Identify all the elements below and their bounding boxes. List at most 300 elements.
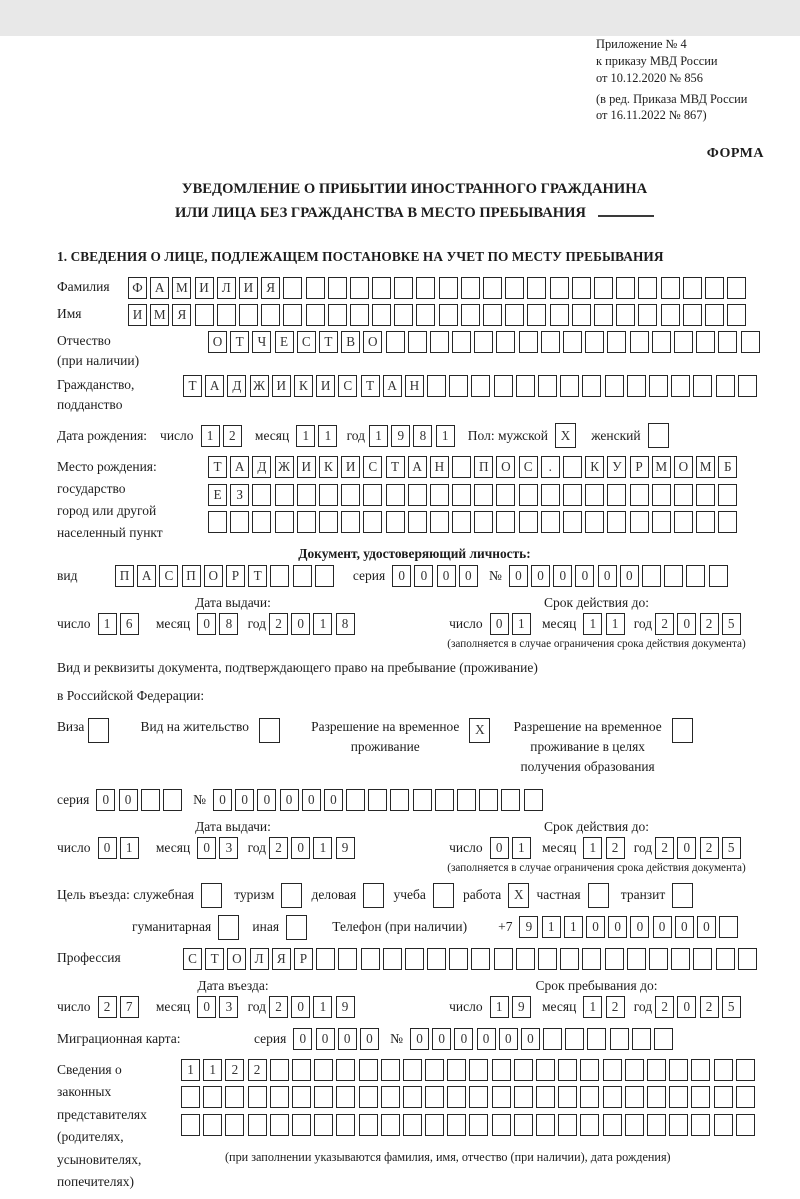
- phone-digit-cell[interactable]: [719, 916, 738, 938]
- char-cell[interactable]: [696, 331, 715, 353]
- char-cell[interactable]: [550, 277, 569, 299]
- char-cell[interactable]: [691, 1086, 710, 1108]
- char-cell[interactable]: 2: [655, 996, 674, 1018]
- char-cell[interactable]: [563, 484, 582, 506]
- char-cell[interactable]: [336, 1086, 355, 1108]
- char-cell[interactable]: Т: [230, 331, 249, 353]
- char-cell[interactable]: А: [383, 375, 402, 397]
- transit-checkbox[interactable]: [672, 883, 693, 908]
- char-cell[interactable]: [208, 511, 227, 533]
- char-cell[interactable]: 9: [512, 996, 531, 1018]
- edu-permit-checkbox[interactable]: [672, 718, 693, 743]
- char-cell[interactable]: .: [541, 456, 560, 478]
- char-cell[interactable]: 1: [201, 425, 220, 447]
- char-cell[interactable]: [293, 565, 312, 587]
- char-cell[interactable]: [649, 948, 668, 970]
- char-cell[interactable]: [181, 1114, 200, 1136]
- char-cell[interactable]: 0: [553, 565, 572, 587]
- char-cell[interactable]: [605, 375, 624, 397]
- char-cell[interactable]: 6: [120, 613, 139, 635]
- char-cell[interactable]: [449, 948, 468, 970]
- private-checkbox[interactable]: [588, 883, 609, 908]
- char-cell[interactable]: [538, 948, 557, 970]
- char-cell[interactable]: [652, 511, 671, 533]
- char-cell[interactable]: [315, 565, 334, 587]
- char-cell[interactable]: [736, 1114, 755, 1136]
- char-cell[interactable]: Ч: [252, 331, 271, 353]
- char-cell[interactable]: Д: [252, 456, 271, 478]
- char-cell[interactable]: И: [239, 277, 258, 299]
- char-cell[interactable]: 0: [521, 1028, 540, 1050]
- char-cell[interactable]: К: [319, 456, 338, 478]
- char-cell[interactable]: 0: [96, 789, 115, 811]
- char-cell[interactable]: 1: [296, 425, 315, 447]
- char-cell[interactable]: [425, 1114, 444, 1136]
- char-cell[interactable]: [587, 1028, 606, 1050]
- char-cell[interactable]: 5: [722, 837, 741, 859]
- char-cell[interactable]: [501, 789, 520, 811]
- female-checkbox[interactable]: [648, 423, 669, 448]
- char-cell[interactable]: [452, 484, 471, 506]
- char-cell[interactable]: 1: [369, 425, 388, 447]
- char-cell[interactable]: [469, 1114, 488, 1136]
- char-cell[interactable]: [261, 304, 280, 326]
- char-cell[interactable]: [252, 484, 271, 506]
- char-cell[interactable]: [516, 948, 535, 970]
- char-cell[interactable]: 1: [313, 613, 332, 635]
- char-cell[interactable]: [474, 331, 493, 353]
- char-cell[interactable]: 9: [336, 996, 355, 1018]
- char-cell[interactable]: 2: [225, 1059, 244, 1081]
- char-cell[interactable]: [605, 948, 624, 970]
- char-cell[interactable]: [181, 1086, 200, 1108]
- char-cell[interactable]: [494, 375, 513, 397]
- char-cell[interactable]: [696, 511, 715, 533]
- char-cell[interactable]: [558, 1059, 577, 1081]
- char-cell[interactable]: 0: [257, 789, 276, 811]
- char-cell[interactable]: [738, 948, 757, 970]
- char-cell[interactable]: Л: [250, 948, 269, 970]
- char-cell[interactable]: [328, 277, 347, 299]
- char-cell[interactable]: [447, 1059, 466, 1081]
- char-cell[interactable]: [642, 565, 661, 587]
- char-cell[interactable]: [270, 1059, 289, 1081]
- char-cell[interactable]: [674, 484, 693, 506]
- business-checkbox[interactable]: [363, 883, 384, 908]
- char-cell[interactable]: О: [363, 331, 382, 353]
- visa-checkbox[interactable]: [88, 718, 109, 743]
- phone-digit-cell[interactable]: 0: [586, 916, 605, 938]
- char-cell[interactable]: [519, 331, 538, 353]
- char-cell[interactable]: [350, 304, 369, 326]
- char-cell[interactable]: [217, 304, 236, 326]
- char-cell[interactable]: [341, 484, 360, 506]
- char-cell[interactable]: Я: [261, 277, 280, 299]
- char-cell[interactable]: 0: [197, 837, 216, 859]
- char-cell[interactable]: 1: [313, 837, 332, 859]
- char-cell[interactable]: [230, 511, 249, 533]
- char-cell[interactable]: [368, 789, 387, 811]
- char-cell[interactable]: М: [696, 456, 715, 478]
- char-cell[interactable]: И: [128, 304, 147, 326]
- char-cell[interactable]: [714, 1059, 733, 1081]
- char-cell[interactable]: 8: [336, 613, 355, 635]
- char-cell[interactable]: 0: [293, 1028, 312, 1050]
- char-cell[interactable]: [616, 304, 635, 326]
- char-cell[interactable]: 0: [392, 565, 411, 587]
- char-cell[interactable]: [505, 304, 524, 326]
- char-cell[interactable]: 9: [336, 837, 355, 859]
- char-cell[interactable]: [727, 277, 746, 299]
- char-cell[interactable]: [492, 1114, 511, 1136]
- char-cell[interactable]: [683, 277, 702, 299]
- char-cell[interactable]: И: [341, 456, 360, 478]
- char-cell[interactable]: 1: [181, 1059, 200, 1081]
- char-cell[interactable]: [654, 1028, 673, 1050]
- char-cell[interactable]: Е: [275, 331, 294, 353]
- char-cell[interactable]: 7: [120, 996, 139, 1018]
- char-cell[interactable]: [693, 375, 712, 397]
- char-cell[interactable]: [536, 1059, 555, 1081]
- char-cell[interactable]: 0: [677, 837, 696, 859]
- char-cell[interactable]: [607, 484, 626, 506]
- char-cell[interactable]: Т: [361, 375, 380, 397]
- char-cell[interactable]: [275, 484, 294, 506]
- char-cell[interactable]: 0: [490, 837, 509, 859]
- char-cell[interactable]: [405, 948, 424, 970]
- char-cell[interactable]: [350, 277, 369, 299]
- char-cell[interactable]: Л: [217, 277, 236, 299]
- char-cell[interactable]: 1: [583, 613, 602, 635]
- official-checkbox[interactable]: [201, 883, 222, 908]
- char-cell[interactable]: [565, 1028, 584, 1050]
- char-cell[interactable]: И: [195, 277, 214, 299]
- char-cell[interactable]: [381, 1086, 400, 1108]
- char-cell[interactable]: [514, 1059, 533, 1081]
- char-cell[interactable]: Я: [272, 948, 291, 970]
- char-cell[interactable]: Ж: [275, 456, 294, 478]
- char-cell[interactable]: [319, 484, 338, 506]
- char-cell[interactable]: [560, 948, 579, 970]
- char-cell[interactable]: 0: [338, 1028, 357, 1050]
- phone-digit-cell[interactable]: 0: [630, 916, 649, 938]
- char-cell[interactable]: 1: [606, 613, 625, 635]
- char-cell[interactable]: [647, 1114, 666, 1136]
- char-cell[interactable]: [483, 304, 502, 326]
- char-cell[interactable]: [664, 565, 683, 587]
- char-cell[interactable]: Т: [386, 456, 405, 478]
- char-cell[interactable]: [541, 484, 560, 506]
- char-cell[interactable]: [607, 331, 626, 353]
- char-cell[interactable]: [239, 304, 258, 326]
- char-cell[interactable]: 0: [197, 996, 216, 1018]
- char-cell[interactable]: 0: [477, 1028, 496, 1050]
- char-cell[interactable]: [580, 1114, 599, 1136]
- char-cell[interactable]: [627, 948, 646, 970]
- char-cell[interactable]: [461, 277, 480, 299]
- char-cell[interactable]: 2: [700, 837, 719, 859]
- char-cell[interactable]: Т: [205, 948, 224, 970]
- char-cell[interactable]: [649, 375, 668, 397]
- char-cell[interactable]: Т: [183, 375, 202, 397]
- char-cell[interactable]: 9: [391, 425, 410, 447]
- char-cell[interactable]: С: [183, 948, 202, 970]
- char-cell[interactable]: 1: [120, 837, 139, 859]
- char-cell[interactable]: [519, 511, 538, 533]
- char-cell[interactable]: [381, 1059, 400, 1081]
- char-cell[interactable]: [709, 565, 728, 587]
- char-cell[interactable]: [141, 789, 160, 811]
- char-cell[interactable]: У: [607, 456, 626, 478]
- char-cell[interactable]: К: [585, 456, 604, 478]
- char-cell[interactable]: [741, 331, 760, 353]
- char-cell[interactable]: [471, 375, 490, 397]
- char-cell[interactable]: [585, 331, 604, 353]
- char-cell[interactable]: [563, 456, 582, 478]
- phone-digit-cell[interactable]: 0: [653, 916, 672, 938]
- char-cell[interactable]: 2: [269, 613, 288, 635]
- male-checkbox[interactable]: X: [555, 423, 576, 448]
- char-cell[interactable]: [381, 1114, 400, 1136]
- char-cell[interactable]: [469, 1086, 488, 1108]
- char-cell[interactable]: [714, 1086, 733, 1108]
- char-cell[interactable]: [718, 484, 737, 506]
- char-cell[interactable]: [691, 1114, 710, 1136]
- char-cell[interactable]: [372, 277, 391, 299]
- char-cell[interactable]: 2: [98, 996, 117, 1018]
- char-cell[interactable]: [471, 948, 490, 970]
- char-cell[interactable]: [736, 1059, 755, 1081]
- char-cell[interactable]: 1: [98, 613, 117, 635]
- char-cell[interactable]: [630, 511, 649, 533]
- char-cell[interactable]: [439, 304, 458, 326]
- char-cell[interactable]: [403, 1059, 422, 1081]
- char-cell[interactable]: [447, 1114, 466, 1136]
- char-cell[interactable]: [594, 304, 613, 326]
- char-cell[interactable]: [390, 789, 409, 811]
- char-cell[interactable]: 0: [213, 789, 232, 811]
- char-cell[interactable]: 5: [722, 996, 741, 1018]
- char-cell[interactable]: Т: [248, 565, 267, 587]
- char-cell[interactable]: 0: [459, 565, 478, 587]
- char-cell[interactable]: [661, 277, 680, 299]
- char-cell[interactable]: [386, 484, 405, 506]
- char-cell[interactable]: [519, 484, 538, 506]
- char-cell[interactable]: [408, 331, 427, 353]
- char-cell[interactable]: [496, 331, 515, 353]
- char-cell[interactable]: [270, 565, 289, 587]
- char-cell[interactable]: 0: [291, 996, 310, 1018]
- char-cell[interactable]: [580, 1059, 599, 1081]
- char-cell[interactable]: [283, 277, 302, 299]
- char-cell[interactable]: 1: [436, 425, 455, 447]
- char-cell[interactable]: 3: [219, 837, 238, 859]
- char-cell[interactable]: 1: [318, 425, 337, 447]
- char-cell[interactable]: [625, 1114, 644, 1136]
- char-cell[interactable]: [408, 511, 427, 533]
- char-cell[interactable]: [683, 304, 702, 326]
- char-cell[interactable]: 1: [583, 996, 602, 1018]
- char-cell[interactable]: [252, 511, 271, 533]
- char-cell[interactable]: В: [341, 331, 360, 353]
- char-cell[interactable]: [527, 304, 546, 326]
- char-cell[interactable]: [671, 375, 690, 397]
- char-cell[interactable]: [359, 1114, 378, 1136]
- char-cell[interactable]: [736, 1086, 755, 1108]
- char-cell[interactable]: [292, 1086, 311, 1108]
- phone-digit-cell[interactable]: 9: [519, 916, 538, 938]
- char-cell[interactable]: [705, 304, 724, 326]
- char-cell[interactable]: 2: [655, 613, 674, 635]
- char-cell[interactable]: О: [204, 565, 223, 587]
- char-cell[interactable]: [603, 1086, 622, 1108]
- char-cell[interactable]: [610, 1028, 629, 1050]
- char-cell[interactable]: [543, 1028, 562, 1050]
- char-cell[interactable]: 1: [490, 996, 509, 1018]
- char-cell[interactable]: 0: [490, 613, 509, 635]
- char-cell[interactable]: 0: [499, 1028, 518, 1050]
- char-cell[interactable]: [403, 1086, 422, 1108]
- char-cell[interactable]: [716, 948, 735, 970]
- residence-permit-checkbox[interactable]: [259, 718, 280, 743]
- char-cell[interactable]: 0: [280, 789, 299, 811]
- char-cell[interactable]: 2: [223, 425, 242, 447]
- char-cell[interactable]: [669, 1059, 688, 1081]
- char-cell[interactable]: [479, 789, 498, 811]
- char-cell[interactable]: [346, 789, 365, 811]
- char-cell[interactable]: Ф: [128, 277, 147, 299]
- char-cell[interactable]: Т: [208, 456, 227, 478]
- char-cell[interactable]: [372, 304, 391, 326]
- char-cell[interactable]: [457, 789, 476, 811]
- char-cell[interactable]: О: [208, 331, 227, 353]
- char-cell[interactable]: 0: [454, 1028, 473, 1050]
- char-cell[interactable]: [336, 1114, 355, 1136]
- char-cell[interactable]: [386, 331, 405, 353]
- char-cell[interactable]: Н: [405, 375, 424, 397]
- char-cell[interactable]: [652, 484, 671, 506]
- char-cell[interactable]: 0: [324, 789, 343, 811]
- char-cell[interactable]: Б: [718, 456, 737, 478]
- char-cell[interactable]: [314, 1114, 333, 1136]
- char-cell[interactable]: 0: [677, 613, 696, 635]
- other-checkbox[interactable]: [286, 915, 307, 940]
- char-cell[interactable]: 0: [410, 1028, 429, 1050]
- char-cell[interactable]: [496, 511, 515, 533]
- char-cell[interactable]: [527, 277, 546, 299]
- char-cell[interactable]: А: [137, 565, 156, 587]
- char-cell[interactable]: [669, 1114, 688, 1136]
- char-cell[interactable]: [225, 1114, 244, 1136]
- char-cell[interactable]: [603, 1059, 622, 1081]
- char-cell[interactable]: [538, 375, 557, 397]
- char-cell[interactable]: 2: [248, 1059, 267, 1081]
- char-cell[interactable]: 0: [432, 1028, 451, 1050]
- char-cell[interactable]: [270, 1114, 289, 1136]
- char-cell[interactable]: Ж: [250, 375, 269, 397]
- char-cell[interactable]: Я: [172, 304, 191, 326]
- char-cell[interactable]: [430, 484, 449, 506]
- char-cell[interactable]: [447, 1086, 466, 1108]
- char-cell[interactable]: С: [363, 456, 382, 478]
- char-cell[interactable]: [403, 1114, 422, 1136]
- char-cell[interactable]: [536, 1086, 555, 1108]
- char-cell[interactable]: [430, 331, 449, 353]
- char-cell[interactable]: 0: [677, 996, 696, 1018]
- char-cell[interactable]: М: [150, 304, 169, 326]
- char-cell[interactable]: [718, 331, 737, 353]
- char-cell[interactable]: А: [205, 375, 224, 397]
- phone-digit-cell[interactable]: 1: [564, 916, 583, 938]
- phone-digit-cell[interactable]: 0: [697, 916, 716, 938]
- char-cell[interactable]: [505, 277, 524, 299]
- char-cell[interactable]: [716, 375, 735, 397]
- char-cell[interactable]: [292, 1059, 311, 1081]
- char-cell[interactable]: [580, 1086, 599, 1108]
- char-cell[interactable]: [314, 1086, 333, 1108]
- char-cell[interactable]: 2: [269, 996, 288, 1018]
- char-cell[interactable]: [492, 1086, 511, 1108]
- char-cell[interactable]: [361, 948, 380, 970]
- char-cell[interactable]: [316, 948, 335, 970]
- char-cell[interactable]: А: [408, 456, 427, 478]
- char-cell[interactable]: Р: [630, 456, 649, 478]
- char-cell[interactable]: [430, 511, 449, 533]
- char-cell[interactable]: О: [674, 456, 693, 478]
- char-cell[interactable]: 5: [722, 613, 741, 635]
- char-cell[interactable]: 0: [197, 613, 216, 635]
- char-cell[interactable]: [585, 511, 604, 533]
- char-cell[interactable]: [163, 789, 182, 811]
- char-cell[interactable]: И: [297, 456, 316, 478]
- char-cell[interactable]: [693, 948, 712, 970]
- char-cell[interactable]: [449, 375, 468, 397]
- char-cell[interactable]: [425, 1086, 444, 1108]
- char-cell[interactable]: [514, 1114, 533, 1136]
- work-checkbox[interactable]: X: [508, 883, 529, 908]
- char-cell[interactable]: [292, 1114, 311, 1136]
- char-cell[interactable]: [483, 277, 502, 299]
- char-cell[interactable]: [671, 948, 690, 970]
- char-cell[interactable]: Р: [294, 948, 313, 970]
- char-cell[interactable]: [314, 1059, 333, 1081]
- char-cell[interactable]: 2: [700, 613, 719, 635]
- char-cell[interactable]: 1: [583, 837, 602, 859]
- char-cell[interactable]: [474, 484, 493, 506]
- char-cell[interactable]: 2: [269, 837, 288, 859]
- char-cell[interactable]: [632, 1028, 651, 1050]
- temp-permit-checkbox[interactable]: X: [469, 718, 490, 743]
- char-cell[interactable]: [297, 511, 316, 533]
- char-cell[interactable]: [524, 789, 543, 811]
- char-cell[interactable]: [714, 1114, 733, 1136]
- char-cell[interactable]: Т: [319, 331, 338, 353]
- char-cell[interactable]: [359, 1059, 378, 1081]
- char-cell[interactable]: 0: [509, 565, 528, 587]
- char-cell[interactable]: [718, 511, 737, 533]
- char-cell[interactable]: [563, 511, 582, 533]
- phone-digit-cell[interactable]: 0: [675, 916, 694, 938]
- char-cell[interactable]: [647, 1086, 666, 1108]
- char-cell[interactable]: Е: [208, 484, 227, 506]
- char-cell[interactable]: О: [496, 456, 515, 478]
- char-cell[interactable]: [514, 1086, 533, 1108]
- char-cell[interactable]: [341, 511, 360, 533]
- char-cell[interactable]: [638, 304, 657, 326]
- char-cell[interactable]: [492, 1059, 511, 1081]
- char-cell[interactable]: [306, 277, 325, 299]
- char-cell[interactable]: [416, 277, 435, 299]
